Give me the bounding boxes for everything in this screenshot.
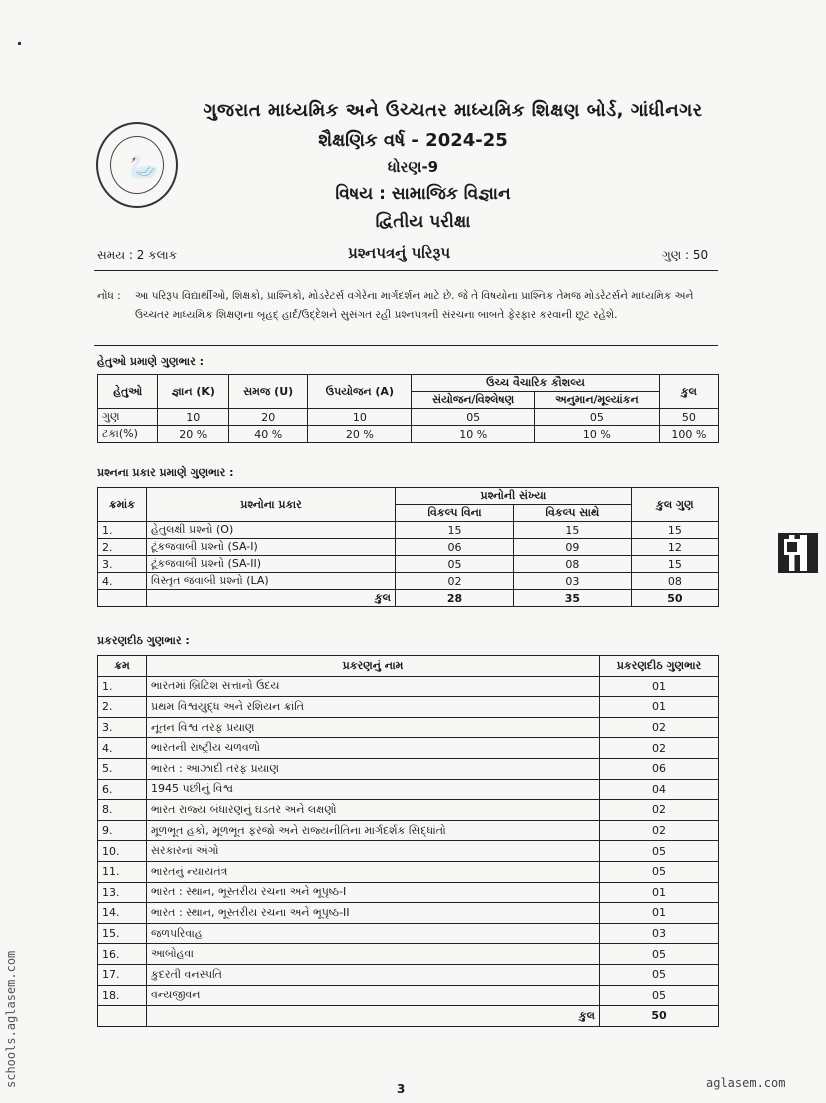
cell: 5. bbox=[98, 758, 147, 779]
cell: 05 bbox=[600, 964, 719, 985]
cell: 17. bbox=[98, 964, 147, 985]
col-question-type: પ્રશ્નોના પ્રકાર bbox=[147, 488, 396, 522]
cell: ભારતમાં બ્રિટિશ સત્તાનો ઉદય bbox=[147, 676, 600, 697]
cell: 50 bbox=[600, 1006, 719, 1027]
side-watermark-url: schools.aglasem.com bbox=[4, 950, 18, 1088]
cell: ભારતનું ન્યાયતંત્ર bbox=[147, 861, 600, 882]
cell: 16. bbox=[98, 944, 147, 965]
table-row bbox=[98, 522, 719, 539]
cell: 08 bbox=[631, 573, 718, 590]
cell: 50 bbox=[659, 409, 718, 426]
note-text: આ પરિરૂપ વિદ્યાર્થીઓ, શિક્ષકો, પ્રાશ્નિકો, મોડરેટર્સ વગેરેના માર્ગદર્શન માટે છે. જે તે વિષયોના પ્રાશ્નિક તેમજ મોડરેટર્સને માધ્યમિક અને ઉચ્ચતર માધ્યમિક શિક્ષણના બૃહદ્ હાર્દ/ઉદ્દેશને સુસંગત રહી પ્રશ્નપત્રની સંરચના બાબતે ફેરફાર કરવાની છૂટ રહેશે. bbox=[135, 290, 694, 321]
cell: ભારત રાજ્ય બંધારણનું ઘડતર અને લક્ષણો bbox=[147, 800, 600, 821]
cell: 28 bbox=[396, 590, 514, 607]
total-row bbox=[98, 1006, 719, 1027]
row-label: ટકા(%) bbox=[98, 426, 158, 443]
cell: 10 % bbox=[412, 426, 535, 443]
col-understanding: સમજ (U) bbox=[229, 375, 308, 409]
cell: 05 bbox=[600, 985, 719, 1006]
standard: ધોરણ-9 bbox=[387, 158, 439, 176]
subject: વિષય : સામાજિક વિજ્ઞાન bbox=[335, 184, 511, 204]
cell: 40 % bbox=[229, 426, 308, 443]
cell: 1945 પછીનું વિશ્વ bbox=[147, 779, 600, 800]
total-marks: ગુણ : 50 bbox=[662, 248, 709, 262]
cell: 01 bbox=[600, 697, 719, 718]
table-row bbox=[98, 717, 719, 738]
cell: ટૂંકજવાબી પ્રશ્નો (SA-II) bbox=[147, 556, 396, 573]
chapters-heading: પ્રકરણદીઠ ગુણભાર : bbox=[97, 634, 190, 647]
table-row bbox=[98, 800, 719, 821]
table-row bbox=[98, 779, 719, 800]
cell: હેતુલક્ષી પ્રશ્નો (O) bbox=[147, 522, 396, 539]
blueprint-title: પ્રશ્નપત્રનું પરિરૂપ bbox=[348, 244, 451, 262]
swan-emblem-icon: 🦢 bbox=[129, 153, 159, 181]
cell: 15 bbox=[631, 522, 718, 539]
cell: સરકારનાં અંગો bbox=[147, 841, 600, 862]
cell: 09 bbox=[514, 539, 632, 556]
table-row bbox=[98, 676, 719, 697]
chapters-table bbox=[97, 655, 719, 1027]
col-with-option: વિકલ્પ સાથે bbox=[514, 505, 632, 522]
col-application: ઉપયોજન (A) bbox=[308, 375, 412, 409]
col-serial: ક્રમ bbox=[98, 656, 147, 677]
col-chapter-marks: પ્રકરણદીઠ ગુણભાર bbox=[600, 656, 719, 677]
cell: ભારત : આઝાદી તરફ પ્રયાણ bbox=[147, 758, 600, 779]
col-evaluation: અનુમાન/મૂલ્યાંકન bbox=[535, 392, 660, 409]
col-total-marks: કુલ ગુણ bbox=[631, 488, 718, 522]
cell: 05 bbox=[600, 944, 719, 965]
cell: મૂળભૂત હકો, મૂળભૂત ફરજો અને રાજ્યનીતિના માર્ગદર્શક સિદ્ધાંતો bbox=[147, 820, 600, 841]
cell: 10 bbox=[158, 409, 229, 426]
cell: 3. bbox=[98, 717, 147, 738]
col-hots: ઉચ્ચ વૈચારિક કૌશલ્ય bbox=[412, 375, 659, 392]
cell: 15. bbox=[98, 923, 147, 944]
table-row bbox=[98, 758, 719, 779]
cell: 02 bbox=[600, 820, 719, 841]
cell: 50 bbox=[631, 590, 718, 607]
cell: 20 % bbox=[158, 426, 229, 443]
cell: 100 % bbox=[659, 426, 718, 443]
objectives-table bbox=[97, 374, 719, 443]
note-label: નોંધ : bbox=[97, 290, 121, 302]
total-label: કુલ bbox=[147, 1006, 600, 1027]
table-row bbox=[98, 985, 719, 1006]
cell: 10 % bbox=[535, 426, 660, 443]
cell: ટૂંકજવાબી પ્રશ્નો (SA-I) bbox=[147, 539, 396, 556]
divider-note bbox=[94, 345, 718, 346]
objectives-heading: હેતુઓ પ્રમાણે ગુણભાર : bbox=[97, 355, 204, 368]
table-row bbox=[98, 738, 719, 759]
col-chapter-name: પ્રકરણનું નામ bbox=[147, 656, 600, 677]
col-without-option: વિકલ્પ વિના bbox=[396, 505, 514, 522]
cell bbox=[98, 590, 147, 607]
cell: 18. bbox=[98, 985, 147, 1006]
cell: 14. bbox=[98, 903, 147, 924]
cell: 05 bbox=[600, 861, 719, 882]
cell: પ્રથમ વિશ્વયુદ્ધ અને રશિયન ક્રાંતિ bbox=[147, 697, 600, 718]
cell: 05 bbox=[535, 409, 660, 426]
question-types-table bbox=[97, 487, 719, 607]
cell: 01 bbox=[600, 676, 719, 697]
table-row bbox=[98, 573, 719, 590]
table-row bbox=[98, 944, 719, 965]
cell: 15 bbox=[396, 522, 514, 539]
cell: 02 bbox=[396, 573, 514, 590]
table-row bbox=[98, 882, 719, 903]
cell: ભારત : સ્થાન, ભૂસ્તરીય રચના અને ભૂપૃષ્ઠ-II bbox=[147, 903, 600, 924]
table-row bbox=[98, 861, 719, 882]
cell: આબોહવા bbox=[147, 944, 600, 965]
exam-name: દ્વિતીય પરીક્ષા bbox=[375, 212, 471, 232]
table-row bbox=[98, 923, 719, 944]
cell: 02 bbox=[600, 800, 719, 821]
col-serial: ક્રમાંક bbox=[98, 488, 147, 522]
cell: 05 bbox=[412, 409, 535, 426]
cell: 15 bbox=[631, 556, 718, 573]
table-row bbox=[98, 697, 719, 718]
cell: 2. bbox=[98, 539, 147, 556]
cell: જળપરિવાહ bbox=[147, 923, 600, 944]
table-row bbox=[98, 820, 719, 841]
qr-code-icon bbox=[778, 533, 818, 573]
cell: 2. bbox=[98, 697, 147, 718]
cell: 01 bbox=[600, 903, 719, 924]
table-row bbox=[98, 409, 719, 426]
table-row bbox=[98, 964, 719, 985]
cell: 4. bbox=[98, 573, 147, 590]
cell: 03 bbox=[514, 573, 632, 590]
cell: 1. bbox=[98, 522, 147, 539]
cell: 13. bbox=[98, 882, 147, 903]
col-knowledge: જ્ઞાન (K) bbox=[158, 375, 229, 409]
table-row bbox=[98, 426, 719, 443]
cell: 10. bbox=[98, 841, 147, 862]
cell: 08 bbox=[514, 556, 632, 573]
question-types-heading: પ્રશ્નના પ્રકાર પ્રમાણે ગુણભાર : bbox=[97, 466, 234, 479]
col-analysis: સંયોજન/વિશ્લેષણ bbox=[412, 392, 535, 409]
board-name: ગુજરાત માધ્યમિક અને ઉચ્ચતર માધ્યમિક શિક્ષણ બોર્ડ, ગાંધીનગર bbox=[203, 100, 703, 121]
cell bbox=[98, 1006, 147, 1027]
cell: 15 bbox=[514, 522, 632, 539]
cell: 01 bbox=[600, 882, 719, 903]
cell: 04 bbox=[600, 779, 719, 800]
cell: 05 bbox=[600, 841, 719, 862]
cell: કુદરતી વનસ્પતિ bbox=[147, 964, 600, 985]
cell: 35 bbox=[514, 590, 632, 607]
cell: 3. bbox=[98, 556, 147, 573]
cell: 20 bbox=[229, 409, 308, 426]
total-row bbox=[98, 590, 719, 607]
cell: 10 bbox=[308, 409, 412, 426]
cell: નૂતન વિશ્વ તરફ પ્રયાણ bbox=[147, 717, 600, 738]
site-watermark: aglasem.com bbox=[706, 1076, 786, 1090]
cell: 03 bbox=[600, 923, 719, 944]
cell: 06 bbox=[600, 758, 719, 779]
cell: 8. bbox=[98, 800, 147, 821]
cell: વિસ્તૃત જવાબી પ્રશ્નો (LA) bbox=[147, 573, 396, 590]
cell: 12 bbox=[631, 539, 718, 556]
table-row bbox=[98, 841, 719, 862]
page-number: 3 bbox=[397, 1082, 406, 1096]
cell: 11. bbox=[98, 861, 147, 882]
academic-year: શૈક્ષણિક વર્ષ - 2024-25 bbox=[318, 130, 508, 151]
cell: 02 bbox=[600, 738, 719, 759]
scan-speck bbox=[18, 42, 21, 45]
table-row bbox=[98, 903, 719, 924]
cell: 02 bbox=[600, 717, 719, 738]
col-question-count: પ્રશ્નોની સંખ્યા bbox=[396, 488, 632, 505]
table-row bbox=[98, 539, 719, 556]
cell: 9. bbox=[98, 820, 147, 841]
cell: 4. bbox=[98, 738, 147, 759]
divider-top bbox=[94, 270, 718, 271]
cell: ભારત : સ્થાન, ભૂસ્તરીય રચના અને ભૂપૃષ્ઠ-I bbox=[147, 882, 600, 903]
col-total: કુલ bbox=[659, 375, 718, 409]
cell: 06 bbox=[396, 539, 514, 556]
cell: 05 bbox=[396, 556, 514, 573]
col-objective: હેતુઓ bbox=[98, 375, 158, 409]
total-label: કુલ bbox=[147, 590, 396, 607]
row-label: ગુણ bbox=[98, 409, 158, 426]
cell: વન્યજીવન bbox=[147, 985, 600, 1006]
cell: 1. bbox=[98, 676, 147, 697]
exam-time: સમય : 2 કલાક bbox=[97, 248, 178, 262]
cell: 6. bbox=[98, 779, 147, 800]
table-row bbox=[98, 556, 719, 573]
cell: 20 % bbox=[308, 426, 412, 443]
cell: ભારતની રાષ્ટ્રીય ચળવળો bbox=[147, 738, 600, 759]
